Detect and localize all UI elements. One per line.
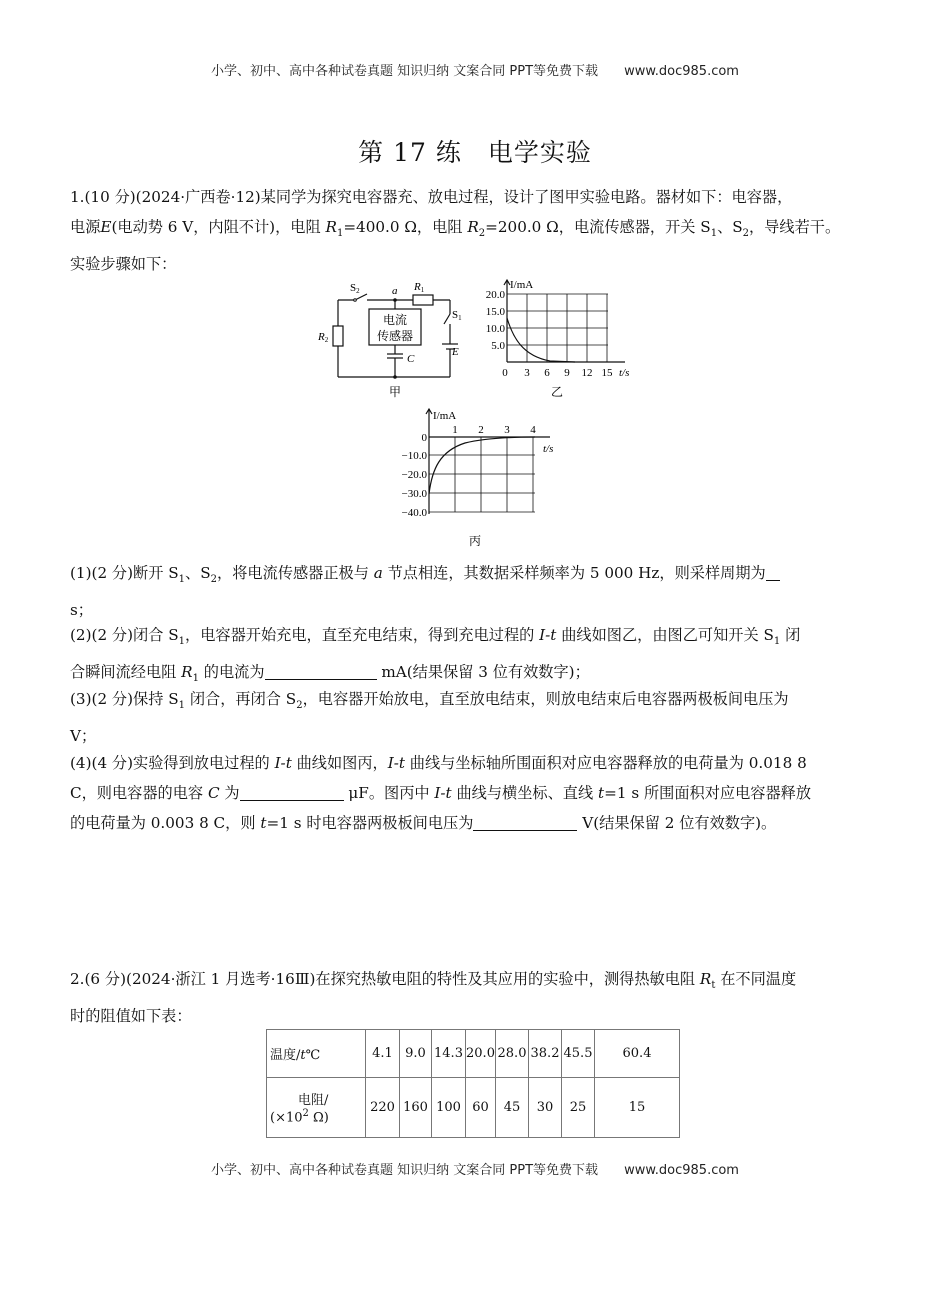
q1-part4-text: V(结果保留 2 位有效数字)。 [577, 814, 777, 832]
q1-part3: (3)(2 分)保持 $S_1$ 闭合，再闭合 $S_2$，电容器开始放电，直至放电结束，则放电结束后电容器两极板间电压为 V； [70, 690, 789, 746]
label-e: E [452, 346, 459, 358]
table-cell: 28.0 [496, 1030, 529, 1078]
q1-part2-text: 闭 [780, 626, 801, 644]
q2-intro-text: 时的阻值如下表： [70, 1007, 192, 1026]
q2-intro-text: 2.(6 分)(2024·浙江 1 月选考·16Ⅲ)在探究热敏电阻的特性及其应用的实验中，测得热敏电阻 [70, 970, 700, 988]
q1-part2: (2)(2 分)闭合 $S_1$，电容器开始充电，直至充电结束，得到充电过程的 I-t 曲线如图乙，由图乙可知开关 $S_1$ 闭 合瞬间流经电阻 $R_1$ 的电流为 mA(结果保留 3 位有效数字)； [70, 626, 801, 685]
table-cell: 4.1 [366, 1030, 400, 1078]
footer-url[interactable]: www.doc985.com [624, 1163, 739, 1178]
table-row [267, 1078, 680, 1138]
q1-part4-text: 为 [219, 784, 240, 802]
table-row-header: 温度/t℃ [267, 1030, 366, 1078]
q1-part1-answer-blank[interactable] [766, 562, 780, 581]
footer-site-text: 小学、初中、高中各种试卷真题 知识归纳 文案合同 PPT等免费下载 [211, 1163, 599, 1178]
q1-part3-text: V； [70, 727, 97, 746]
chart-yi-ytick: 15.0 [485, 306, 505, 318]
q1-part4-text: 曲线如图丙， [291, 754, 388, 772]
table-cell: 60.4 [595, 1030, 680, 1078]
q1-intro-line1: 1.(10 分)(2024·广西卷·12)某同学为探究电容器充、放电过程，设计了图甲实验电路。器材如下：电容器， [70, 188, 793, 206]
q1-intro-text: ，导线若干。 [749, 218, 841, 236]
q1-intro-text: (电动势 6 V，内阻不计)，电阻 [111, 218, 326, 236]
q1-part4: (4)(4 分)实验得到放电过程的 I-t 曲线如图丙，I-t 曲线与坐标轴所围面积对应电容器释放的电荷量为 0.018 8 C，则电容器的电容 C 为 μF。图丙中 I-t 曲线与横坐标、直线 t=1 s 所围面积对应电容器释放 的电荷量为 0.003 8 C，则 t=1 s 时电容器两极板间电压为 V(结果保留 2 位有效数字)。 [70, 754, 812, 832]
fig-yi-caption: 乙 [550, 385, 564, 399]
table-cell: 15 [595, 1078, 680, 1138]
chart-bing-ytick: −40.0 [401, 507, 427, 519]
label-r1: R1 [414, 281, 425, 294]
discharge-curve [429, 437, 535, 494]
chart-yi-ytick: 5.0 [491, 340, 505, 352]
chart-yi [475, 276, 650, 406]
q1-part4-text: (4)(4 分)实验得到放电过程的 [70, 754, 275, 772]
q1-part1-text: ，将电流传感器正极与 [217, 564, 374, 582]
q1-part4-text: 曲线与坐标轴所围面积对应电容器释放的电荷量为 0.018 8 [404, 754, 807, 772]
q2-intro [70, 964, 890, 1031]
thermistor-table [266, 1029, 680, 1138]
q1-intro-line3: 实验步骤如下： [70, 255, 177, 274]
sensor-box-line1: 电流 [382, 313, 408, 327]
q1-part4-text: μF。图丙中 [343, 784, 435, 802]
table-cell: 38.2 [529, 1030, 562, 1078]
q1-intro-text: =200.0 Ω，电流传感器，开关 S [485, 218, 711, 236]
q1-part2-text: ，电容器开始充电，直至充电结束，得到充电过程的 [185, 626, 540, 644]
q1-part1-text: s； [70, 601, 93, 620]
table-cell: 60 [466, 1078, 496, 1138]
header-url[interactable]: www.doc985.com [624, 64, 739, 79]
table-cell: 14.3 [432, 1030, 466, 1078]
sensor-box-line2: 传感器 [376, 329, 414, 343]
chart-bing-xtick: 1 [452, 424, 458, 436]
circuit-diagram-jia [310, 276, 470, 406]
page-title: 第 17 练 电学实验 [358, 138, 592, 167]
q1-intro-text: 、S [717, 218, 743, 236]
q1-part1-text: a [373, 564, 383, 582]
label-r2: R2 [318, 331, 329, 344]
q1-part1-text: (1)(2 分)断开 S [70, 564, 179, 582]
q1-part4-text: =1 s 所围面积对应电容器释放 [604, 784, 812, 802]
chart-yi-xtick: 15 [601, 367, 613, 379]
table-cell: 160 [400, 1078, 432, 1138]
q1-part4-text: 的电荷量为 0.003 8 C，则 [70, 814, 261, 832]
chart-yi-xtick: 6 [544, 367, 550, 379]
q1-part2-text: 合瞬间流经电阻 [70, 663, 182, 682]
table-cell: 220 [366, 1078, 400, 1138]
chart-yi-ylabel: I/mA [510, 279, 534, 291]
fig-bing-caption: 丙 [468, 534, 482, 548]
page-footer [0, 1159, 950, 1178]
chart-bing-ytick: −20.0 [401, 469, 427, 481]
table-cell: 45.5 [562, 1030, 595, 1078]
chart-bing-ytick: 0 [421, 432, 427, 444]
fig-jia-caption: 甲 [388, 385, 402, 399]
q1-part4-text: t [598, 784, 605, 802]
chart-yi-xlabel: t/s [619, 367, 630, 379]
page-header [0, 60, 950, 79]
chart-bing-xtick: 3 [504, 424, 510, 436]
chart-yi-ytick: 10.0 [485, 323, 505, 335]
table-cell: 45 [496, 1078, 529, 1138]
chart-bing-ylabel: I/mA [433, 410, 457, 422]
label-s2: S2 [350, 282, 360, 295]
chart-yi-xtick: 0 [502, 367, 508, 379]
q1-part1-text: 、S [185, 564, 211, 582]
q1-part3-text: 闭合，再闭合 S [185, 690, 297, 708]
table-row [267, 1030, 680, 1078]
table-cell: 100 [432, 1078, 466, 1138]
q1-part1: (1)(2 分)断开 $S_1$、$S_2$，将电流传感器正极与 a 节点相连，其数据采样频率为 5 000 Hz，则采样周期为 s； [70, 558, 890, 625]
chart-yi-xtick: 3 [524, 367, 530, 379]
chart-yi-xtick: 9 [564, 367, 570, 379]
table-cell: 25 [562, 1078, 595, 1138]
chart-bing [385, 407, 570, 550]
table-cell: 30 [529, 1078, 562, 1138]
chart-bing-xtick: 2 [478, 424, 484, 436]
charging-curve [507, 318, 575, 362]
q1-intro: 1.(10 分)(2024·广西卷·12)某同学为探究电容器充、放电过程，设计了图甲实验电路。器材如下：电容器， 电源E(电动势 6 V，内阻不计)，电阻 $R_1=400.0$ Ω，电阻 $R_2=200.0$ Ω，电流传感器，开关 $S_1$、$S_2$，导线若干。 实验步骤如下： [70, 188, 841, 274]
chart-bing-ytick: −30.0 [401, 488, 427, 500]
q1-part3-text: ，电容器开始放电，直至放电结束，则放电结束后电容器两极板间电压为 [302, 690, 789, 708]
chart-bing-ytick: −10.0 [401, 450, 427, 462]
q1-part2-text: I-t [539, 626, 557, 644]
q1-part2-text: 曲线如图乙，由图乙可知开关 S [556, 626, 774, 644]
label-s1: S1 [452, 309, 462, 322]
label-c: C [407, 353, 415, 365]
q1-part2-answer-blank[interactable] [265, 661, 377, 680]
q1-part2-text: (2)(2 分)闭合 S [70, 626, 179, 644]
q1-part4-text: 曲线与横坐标、直线 [451, 784, 598, 802]
chart-bing-xlabel: t/s [543, 443, 554, 455]
q1-part3-text: (3)(2 分)保持 S [70, 690, 179, 708]
q1-part2-text: mA(结果保留 3 位有效数字)； [376, 663, 590, 682]
chart-bing-xtick: 4 [530, 424, 536, 436]
q1-part1-text: 节点相连，其数据采样频率为 5 000 Hz，则采样周期为 [382, 564, 766, 582]
table-cell: 20.0 [466, 1030, 496, 1078]
table-row-header: 电阻/ ($\times 10^2$ Ω) [267, 1078, 366, 1138]
q2-intro-text: 在不同温度 [715, 970, 797, 988]
label-node-a: a [392, 285, 398, 297]
q2-intro-text: t [711, 980, 716, 992]
table-cell: 9.0 [400, 1030, 432, 1078]
q1-part4-capacitance-blank[interactable] [240, 782, 344, 801]
q1-part2-text: 的电流为 [198, 663, 265, 682]
q2-intro-text: R [699, 970, 712, 988]
q1-part4-text: =1 s 时电容器两极板间电压为 [266, 814, 474, 832]
q1-part4-voltage-blank[interactable] [473, 812, 577, 831]
q1-intro-text: =400.0 Ω，电阻 [343, 218, 468, 236]
q1-intro-text: 电源 [70, 218, 101, 236]
chart-yi-ytick: 20.0 [485, 289, 505, 301]
header-site-text: 小学、初中、高中各种试卷真题 知识归纳 文案合同 PPT等免费下载 [211, 64, 599, 79]
q1-part4-text: C，则电容器的电容 [70, 784, 208, 802]
chart-yi-xtick: 12 [581, 367, 593, 379]
